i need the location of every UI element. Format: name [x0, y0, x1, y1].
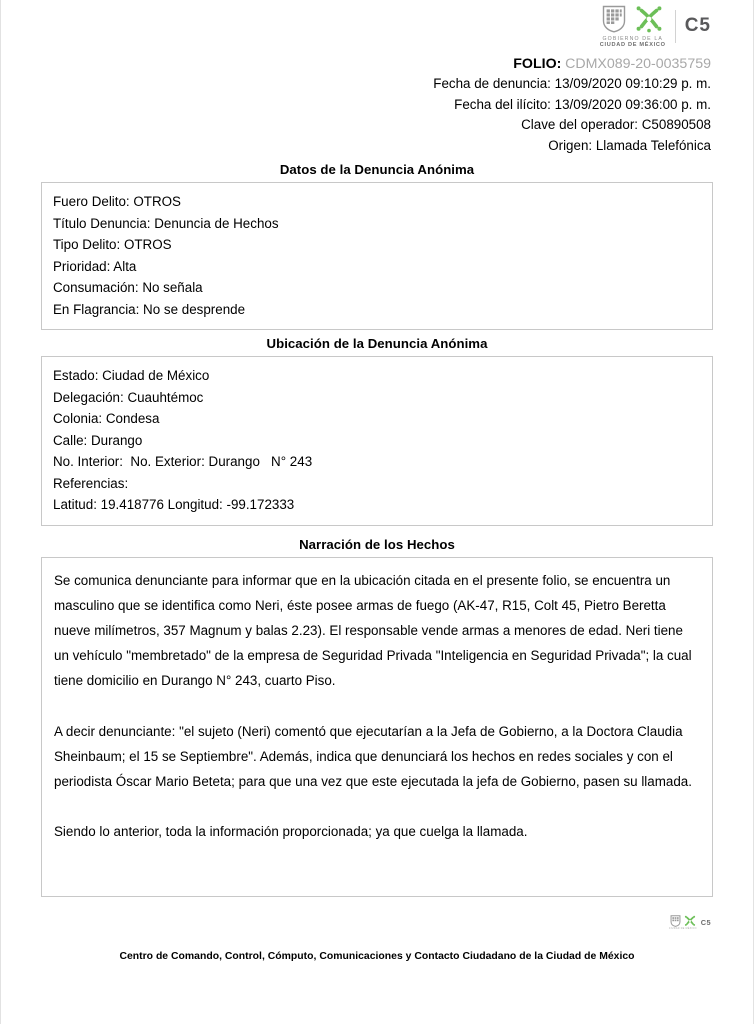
footer-wordmark-line2: CIUDAD DE MÉXICO: [668, 927, 697, 930]
meta-row-fecha-ilicito: [1, 95, 711, 115]
document-footer: [1, 915, 753, 963]
section-narracion-hechos: [41, 526, 713, 897]
narration-paragraph-1: Se comunica denunciante para informar que en la ubicación citada en el presente folio, se encuentra un masculino que se identifica como Neri, éste posee armas de fuego (AK-47, R15, Colt 45, Pietro Beretta nueve milímetros, 357 Magnum y balas 2.23). El responsable vende armas a menores de edad. Neri tiene un vehículo "membretado" de la empresa de Seguridad Privada "Inteligencia en Seguridad Privada"; la cual tiene domicilio en Durango N° 243, cuarto Piso.: [54, 572, 692, 689]
meta-label: Clave del operador:: [521, 117, 639, 133]
meta-label: Origen:: [548, 137, 593, 153]
ubicacion-denuncia-box: [41, 356, 713, 526]
datos-denuncia-box: [41, 182, 713, 330]
cdmx-wordmark-line2: CIUDAD DE MÉXICO: [599, 42, 666, 49]
field-calle: Calle: Durango: [53, 432, 143, 448]
cdmx-shield-icon: [670, 915, 681, 927]
footer-cdmx-c5-logo: [669, 915, 711, 931]
section-title-datos: Datos de la Denuncia Anónima: [279, 162, 475, 178]
field-referencias: Referencias:: [53, 475, 129, 491]
section-title-ubicacion: Ubicación de la Denuncia Anónima: [266, 336, 488, 352]
meta-value: C50890508: [641, 117, 711, 133]
footer-logo-glyphs: [670, 915, 696, 927]
narration-paragraph-spacer: [54, 694, 700, 719]
cdmx-government-logo: [600, 4, 666, 49]
cdmx-wordmark: [600, 36, 666, 49]
footer-caption: Centro de Comando, Control, Cómputo, Comunicaciones y Contacto Ciudadano de la Ciudad de México: [119, 951, 635, 963]
c5-wordmark: C5: [684, 15, 711, 37]
footer-cdmx-wordmark: [669, 928, 697, 931]
field-estado: Estado: Ciudad de México: [53, 368, 210, 384]
cdmx-shield-icon: [601, 5, 627, 33]
section-datos-denuncia: [41, 156, 713, 330]
field-en-flagrancia: En Flagrancia: No se desprende: [53, 301, 246, 317]
meta-row-clave-operador: [1, 115, 711, 135]
field-fuero-delito: Fuero Delito: OTROS: [53, 194, 181, 210]
meta-row-folio: [1, 54, 711, 74]
footer-cdmx-government-logo: [669, 915, 697, 931]
cdmx-x-icon: [634, 4, 664, 34]
field-prioridad: Prioridad: Alta: [53, 258, 137, 274]
masthead: [1, 0, 753, 52]
field-tipo-delito: Tipo Delito: OTROS: [53, 237, 172, 253]
narration-paragraph-spacer: [54, 794, 700, 819]
field-titulo-denuncia: Título Denuncia: Denuncia de Hechos: [53, 215, 279, 231]
meta-label: Fecha del ilícito:: [454, 96, 551, 112]
narration-paragraph-3: Siendo lo anterior, toda la información proporcionada; ya que cuelga la llamada.: [54, 824, 528, 840]
meta-row-origen: [1, 136, 711, 156]
cdmx-logo-glyphs: [601, 4, 664, 34]
cdmx-wordmark-line1: GOBIERNO DE LA: [602, 36, 663, 42]
section-title-narracion: Narración de los Hechos: [299, 536, 455, 552]
section-ubicacion-denuncia: [41, 330, 713, 526]
folio-label: FOLIO:: [513, 56, 562, 72]
folio-value: CDMX089-20-0035759: [565, 56, 711, 72]
field-consumacion: Consumación: No señala: [53, 280, 203, 296]
meta-value: 13/09/2020 09:36:00 p. m.: [554, 96, 711, 112]
cdmx-c5-logo: [600, 4, 711, 49]
cdmx-x-icon: [684, 915, 696, 927]
report-meta: [1, 52, 753, 156]
narracion-hechos-box: [41, 557, 713, 897]
meta-row-fecha-denuncia: [1, 74, 711, 94]
narration-paragraph-2: A decir denunciante: "el sujeto (Neri) comentó que ejecutarían a la Jefa de Gobierno, a la Doctora Claudia Sheinbaum; el 15 se Septiembre". Además, indica que denunciará los hechos en redes sociales y con el periodista Óscar Mario Beteta; para que una vez que este ejecutada la jefa de Gobierno, pasen su llamada.: [54, 723, 692, 789]
meta-value: 13/09/2020 09:10:29 p. m.: [554, 76, 711, 92]
meta-value: Llamada Telefónica: [595, 137, 711, 153]
footer-logo-row: [43, 915, 711, 931]
field-numero-interior-exterior: No. Interior: No. Exterior: Durango N° 243: [53, 454, 313, 470]
footer-c5-wordmark: C5: [700, 917, 711, 927]
logo-divider: [675, 10, 676, 43]
field-colonia: Colonia: Condesa: [53, 411, 160, 427]
field-latitud-longitud: Latitud: 19.418776 Longitud: -99.172333: [53, 497, 295, 513]
meta-label: Fecha de denuncia:: [433, 76, 551, 92]
field-delegacion: Delegación: Cuauhtémoc: [53, 389, 204, 405]
